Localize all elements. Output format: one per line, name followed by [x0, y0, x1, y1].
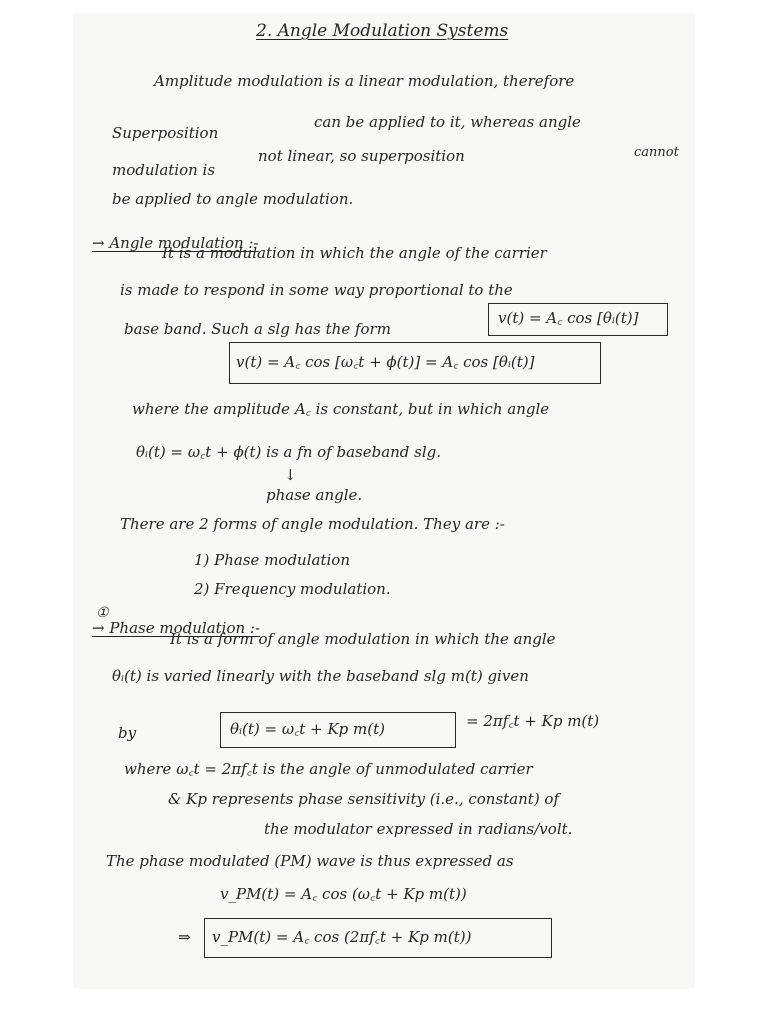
implies-arrow: ⇒ [178, 928, 191, 946]
angle-para-line-1: It is a modulation in which the angle of the carrier [162, 244, 547, 262]
phase-para-line-1: It is a form of angle modulation in which the angle [170, 630, 556, 648]
section-number-1: ① [96, 605, 109, 621]
angle-equation: v(t) = A꜀ cos [ω꜀t + ϕ(t)] = A꜀ cos [θᵢ(t)] [236, 353, 535, 371]
phase-modulation-heading: → Phase modulation :- [92, 619, 261, 637]
forms-line: There are 2 forms of angle modulation. They are :- [120, 515, 505, 533]
intro-line-3c: cannot [634, 145, 679, 160]
intro-line-2b: can be applied to it, whereas angle [314, 113, 581, 131]
where-line-2: & Kp represents phase sensitivity (i.e., constant) of [168, 790, 560, 808]
intro-line-1: Amplitude modulation is a linear modulation, therefore [154, 72, 575, 90]
pm-result-equation: v_PM(t) = A꜀ cos (2πf꜀t + Kp m(t)) [212, 928, 472, 946]
angle-para-line-3: base band. Such a slg has the form [124, 320, 391, 338]
phase-equation: θᵢ(t) = ω꜀t + Kp m(t) [230, 720, 385, 738]
forms-item-2: 2) Frequency modulation. [194, 580, 391, 598]
phase-equation-rest: = 2πf꜀t + Kp m(t) [466, 712, 600, 730]
angle-para-line-5: θᵢ(t) = ω꜀t + ϕ(t) is a fn of baseband slg. [136, 443, 442, 461]
pm-equation: v_PM(t) = A꜀ cos (ω꜀t + Kp m(t)) [220, 885, 467, 903]
pm-wave-line: The phase modulated (PM) wave is thus expressed as [106, 852, 514, 870]
intro-line-2a: Superposition [112, 124, 219, 142]
phase-para-line-2: θᵢ(t) is varied linearly with the baseband slg m(t) given [112, 667, 529, 685]
signal-form-equation: v(t) = A꜀ cos [θᵢ(t)] [498, 309, 639, 327]
phase-angle-label: phase angle. [266, 486, 363, 504]
page-title: 2. Angle Modulation Systems [256, 21, 509, 41]
intro-line-3a: modulation is [112, 161, 216, 179]
phase-angle-arrow: ↓ [284, 466, 297, 484]
angle-modulation-heading: → Angle modulation :- [92, 234, 259, 252]
phase-by-label: by [118, 724, 137, 742]
angle-para-line-4: where the amplitude A꜀ is constant, but in which angle [132, 400, 550, 418]
angle-para-line-2: is made to respond in some way proportional to the [120, 281, 513, 299]
intro-line-3b: not linear, so superposition [258, 147, 465, 165]
intro-line-4: be applied to angle modulation. [112, 190, 354, 208]
where-line-3: the modulator expressed in radians/volt. [264, 820, 573, 838]
where-line-1: where ω꜀t = 2πf꜀t is the angle of unmodulated carrier [124, 760, 533, 778]
forms-item-1: 1) Phase modulation [194, 551, 350, 569]
